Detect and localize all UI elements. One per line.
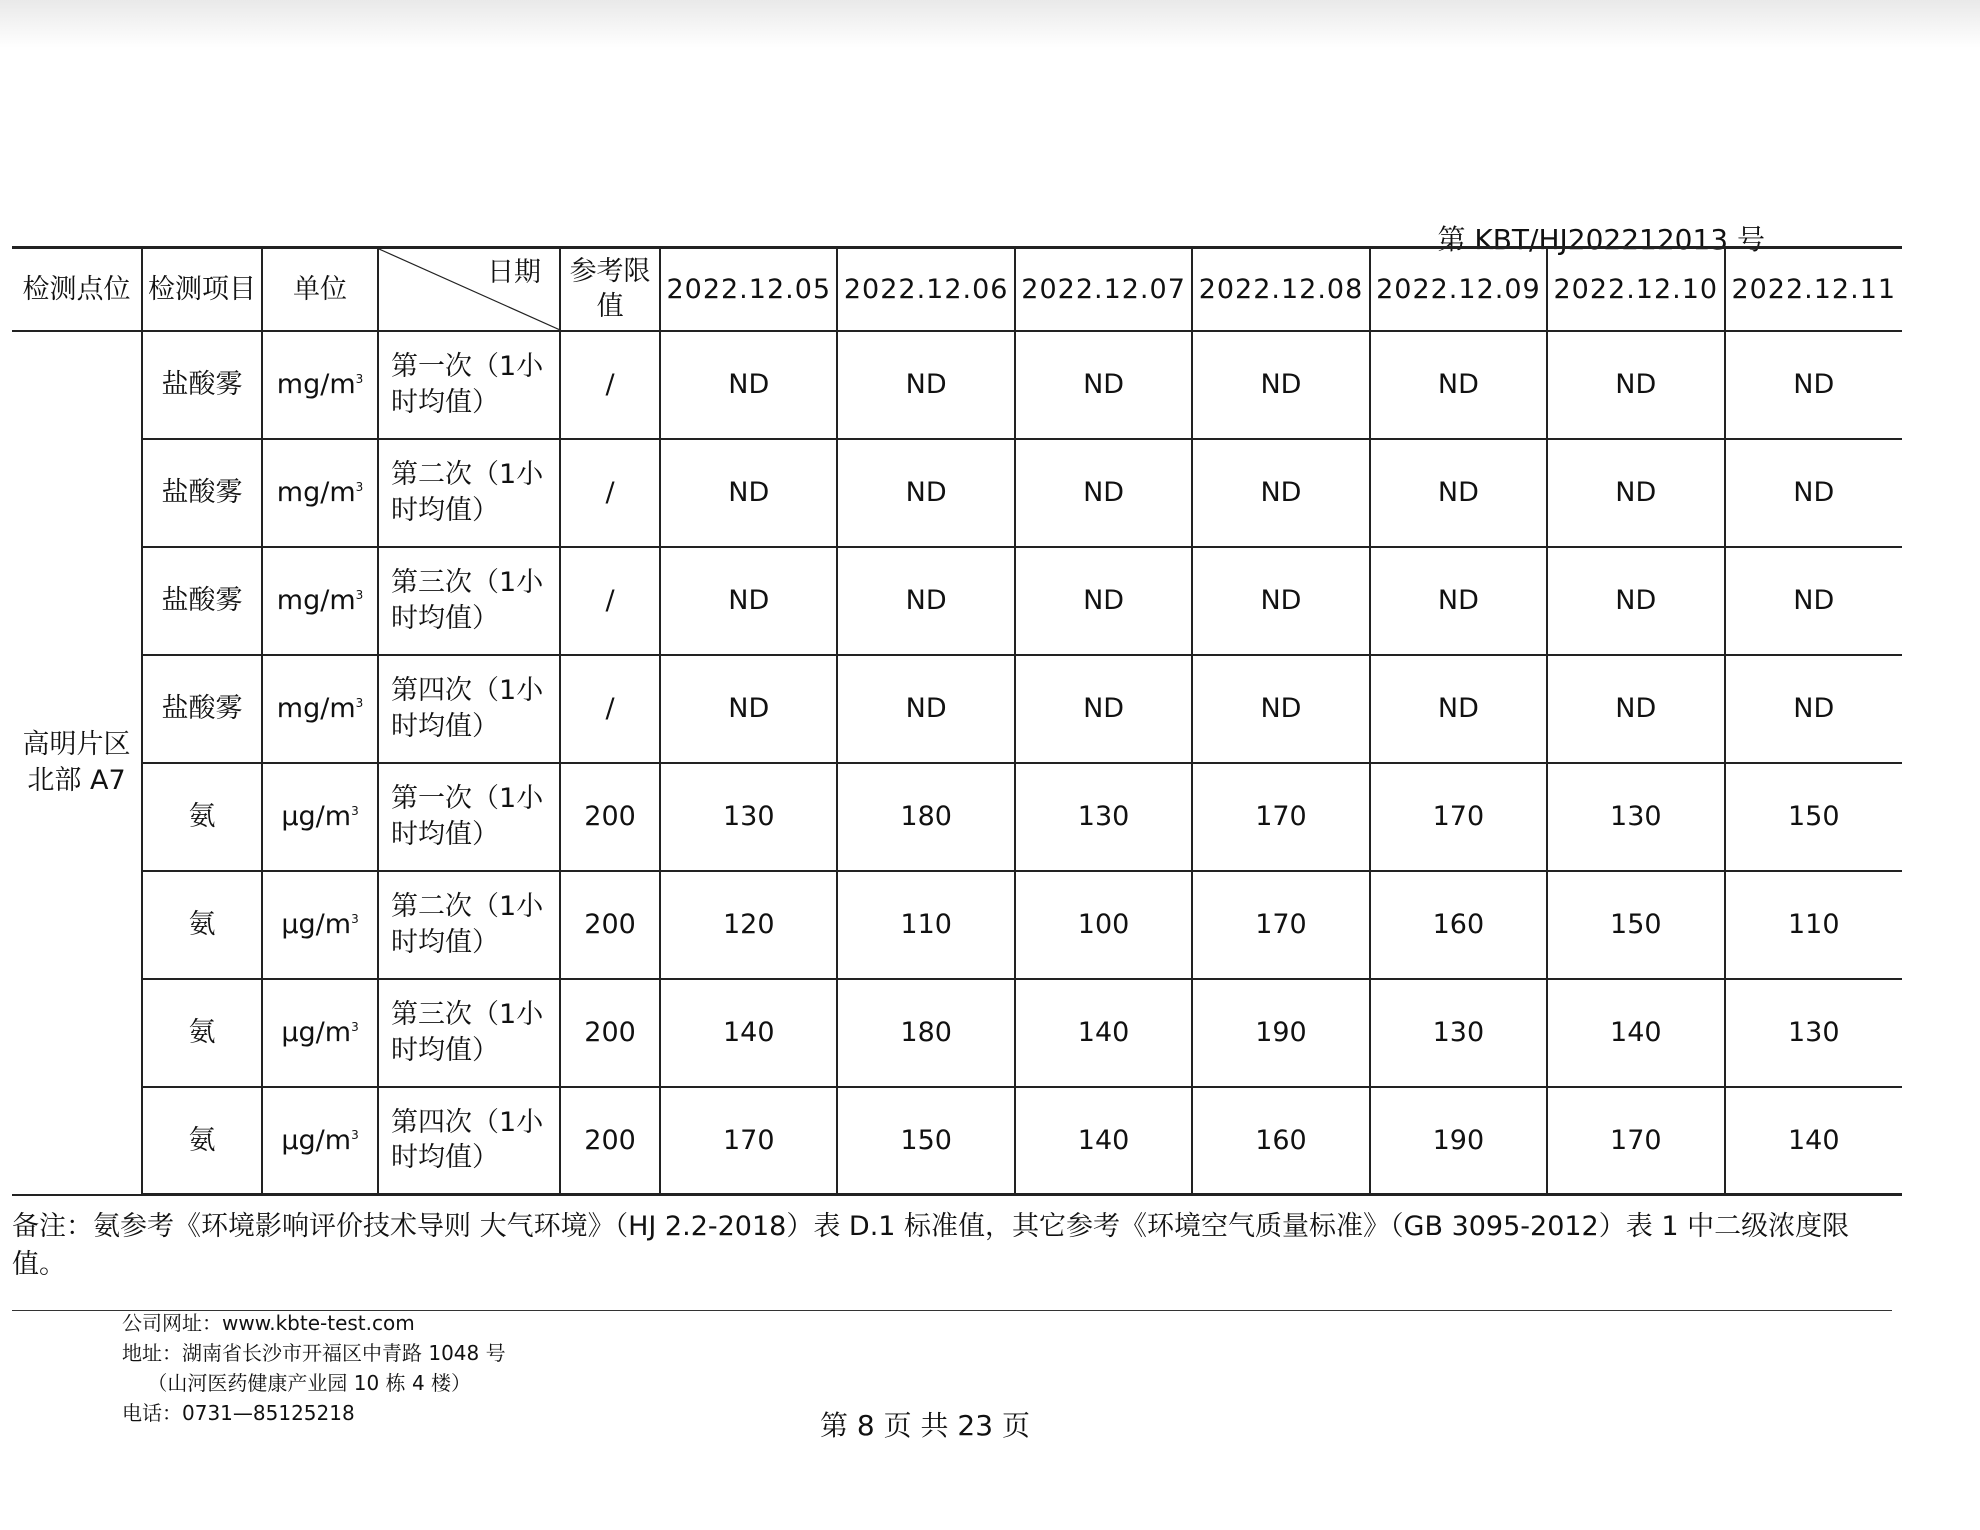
header-date: 日期 (487, 257, 542, 288)
monitoring-table (12, 246, 1902, 1196)
value-cell: ND (1547, 547, 1724, 655)
ref-limit-cell: 200 (560, 763, 660, 871)
table-row (12, 655, 1902, 763)
value-cell: ND (837, 331, 1014, 439)
unit-cell (262, 439, 378, 547)
unit-cell (262, 1087, 378, 1195)
unit-exponent: 3 (355, 587, 364, 602)
item-cell: 盐酸雾 (142, 655, 262, 763)
company-address: 地址：湖南省长沙市开福区中青路 1048 号 (122, 1341, 506, 1365)
report-number: 第 KBT/HJ202212013 号 (1437, 223, 1765, 256)
value-cell: ND (1547, 331, 1724, 439)
item-cell: 氨 (142, 1087, 262, 1195)
value-cell: ND (1192, 331, 1369, 439)
table-body (12, 331, 1902, 1195)
header-item: 检测项目 (142, 248, 262, 331)
value-cell: ND (660, 439, 837, 547)
value-cell: ND (1547, 655, 1724, 763)
value-cell: 170 (1547, 1087, 1724, 1195)
header-unit: 单位 (262, 248, 378, 331)
company-footer (122, 1308, 506, 1428)
value-cell: 130 (1547, 763, 1724, 871)
frequency-cell: 第二次（1小时均值） (378, 871, 560, 979)
value-cell: 190 (1370, 1087, 1547, 1195)
value-cell: ND (1370, 547, 1547, 655)
value-cell: 110 (837, 871, 1014, 979)
table-row (12, 547, 1902, 655)
scan-edge (0, 0, 1980, 48)
value-cell: 180 (837, 763, 1014, 871)
unit-base: mg/m (276, 476, 356, 508)
header-date-7: 2022.12.11 (1725, 248, 1903, 331)
ref-limit-cell: 200 (560, 979, 660, 1087)
unit-base: mg/m (276, 692, 356, 724)
value-cell: ND (1192, 547, 1369, 655)
table-row (12, 763, 1902, 871)
value-cell: 140 (1725, 1087, 1903, 1195)
unit-cell (262, 331, 378, 439)
value-cell: 140 (1547, 979, 1724, 1087)
unit-base: μg/m (281, 800, 352, 832)
value-cell: 180 (837, 979, 1014, 1087)
frequency-cell: 第四次（1小时均值） (378, 655, 560, 763)
unit-base: μg/m (281, 1016, 352, 1048)
value-cell: ND (660, 547, 837, 655)
value-cell: ND (1015, 655, 1192, 763)
value-cell: ND (1370, 439, 1547, 547)
ref-limit-cell: / (560, 655, 660, 763)
page-number: 第 8 页 共 23 页 (820, 1409, 1030, 1442)
unit-base: μg/m (281, 908, 352, 940)
value-cell: 150 (1725, 763, 1903, 871)
value-cell: 130 (1370, 979, 1547, 1087)
value-cell: ND (1015, 439, 1192, 547)
header-date-1: 2022.12.05 (660, 248, 837, 331)
site-cell: 高明片区北部 A7 (12, 331, 142, 1195)
ref-limit-cell: / (560, 331, 660, 439)
header-date-2: 2022.12.06 (837, 248, 1014, 331)
value-cell: ND (1192, 439, 1369, 547)
unit-base: μg/m (281, 1124, 352, 1156)
frequency-cell: 第四次（1小时均值） (378, 1087, 560, 1195)
unit-cell (262, 655, 378, 763)
unit-cell (262, 763, 378, 871)
unit-exponent: 3 (355, 479, 364, 494)
value-cell: ND (837, 655, 1014, 763)
header-date-3: 2022.12.07 (1015, 248, 1192, 331)
value-cell: ND (1547, 439, 1724, 547)
value-cell: 140 (660, 979, 837, 1087)
company-address-line2: （山河医药健康产业园 10 栋 4 楼） (122, 1371, 472, 1395)
unit-cell (262, 547, 378, 655)
table-row (12, 979, 1902, 1087)
value-cell: 130 (1015, 763, 1192, 871)
frequency-cell: 第一次（1小时均值） (378, 331, 560, 439)
value-cell: ND (1015, 331, 1192, 439)
value-cell: 170 (1192, 763, 1369, 871)
header-date-6: 2022.12.10 (1547, 248, 1724, 331)
table-row (12, 871, 1902, 979)
value-cell: ND (1015, 547, 1192, 655)
value-cell: 170 (1192, 871, 1369, 979)
unit-exponent: 3 (355, 695, 364, 710)
frequency-cell: 第一次（1小时均值） (378, 763, 560, 871)
unit-exponent: 3 (351, 911, 359, 926)
table-header-row (12, 248, 1902, 331)
unit-base: mg/m (276, 584, 356, 616)
item-cell: 氨 (142, 871, 262, 979)
header-site: 检测点位 (12, 248, 142, 331)
value-cell: ND (1725, 331, 1903, 439)
value-cell: 100 (1015, 871, 1192, 979)
table-row (12, 1087, 1902, 1195)
frequency-cell: 第三次（1小时均值） (378, 979, 560, 1087)
company-phone: 电话：0731—85125218 (122, 1401, 355, 1425)
value-cell: ND (837, 547, 1014, 655)
value-cell: 170 (660, 1087, 837, 1195)
value-cell: 120 (660, 871, 837, 979)
unit-cell (262, 979, 378, 1087)
unit-base: mg/m (276, 368, 356, 400)
value-cell: 160 (1370, 871, 1547, 979)
table-row (12, 331, 1902, 439)
header-date-diagonal (378, 248, 560, 331)
value-cell: ND (1725, 655, 1903, 763)
value-cell: 140 (1015, 979, 1192, 1087)
value-cell: ND (1725, 547, 1903, 655)
ref-limit-cell: / (560, 439, 660, 547)
header-ref: 参考限值 (560, 248, 660, 331)
company-website: 公司网址：www.kbte-test.com (122, 1311, 415, 1335)
item-cell: 盐酸雾 (142, 547, 262, 655)
header-date-5: 2022.12.09 (1370, 248, 1547, 331)
item-cell: 盐酸雾 (142, 331, 262, 439)
value-cell: 150 (837, 1087, 1014, 1195)
frequency-cell: 第三次（1小时均值） (378, 547, 560, 655)
unit-exponent: 3 (351, 803, 359, 818)
value-cell: ND (660, 331, 837, 439)
value-cell: 150 (1547, 871, 1724, 979)
value-cell: ND (1370, 331, 1547, 439)
ref-limit-cell: 200 (560, 1087, 660, 1195)
value-cell: ND (1192, 655, 1369, 763)
value-cell: 190 (1192, 979, 1369, 1087)
unit-exponent: 3 (351, 1127, 359, 1142)
value-cell: 130 (1725, 979, 1903, 1087)
value-cell: ND (660, 655, 837, 763)
ref-limit-cell: 200 (560, 871, 660, 979)
frequency-cell: 第二次（1小时均值） (378, 439, 560, 547)
ref-limit-cell: / (560, 547, 660, 655)
value-cell: 170 (1370, 763, 1547, 871)
value-cell: ND (837, 439, 1014, 547)
unit-exponent: 3 (355, 371, 364, 386)
value-cell: 140 (1015, 1087, 1192, 1195)
value-cell: ND (1370, 655, 1547, 763)
item-cell: 盐酸雾 (142, 439, 262, 547)
value-cell: ND (1725, 439, 1903, 547)
item-cell: 氨 (142, 763, 262, 871)
value-cell: 110 (1725, 871, 1903, 979)
item-cell: 氨 (142, 979, 262, 1087)
remark-note: 备注：氨参考《环境影响评价技术导则 大气环境》（HJ 2.2-2018）表 D.1 标准值，其它参考《环境空气质量标准》（GB 3095-2012）表 1 中二级浓度限值。 (12, 1211, 1850, 1280)
header-date-4: 2022.12.08 (1192, 248, 1369, 331)
unit-cell (262, 871, 378, 979)
table-row (12, 439, 1902, 547)
value-cell: 160 (1192, 1087, 1369, 1195)
value-cell: 130 (660, 763, 837, 871)
unit-exponent: 3 (351, 1019, 359, 1034)
